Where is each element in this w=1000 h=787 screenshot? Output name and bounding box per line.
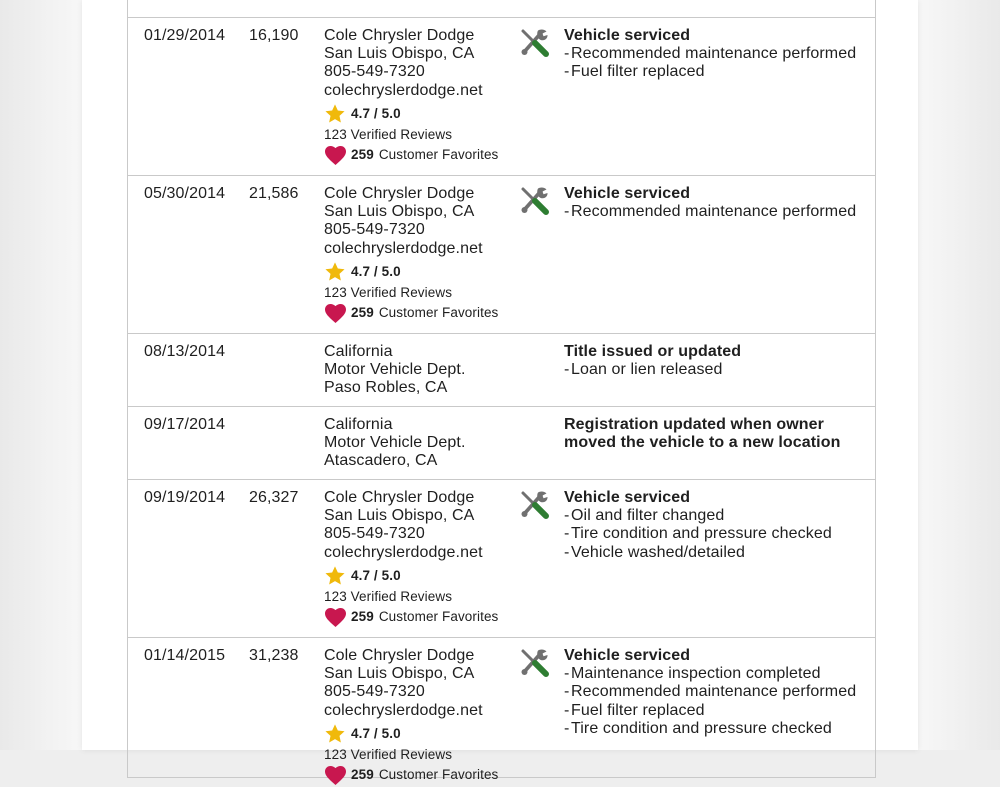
source-line: Motor Vehicle Dept.	[324, 434, 466, 452]
dealer-website-link[interactable]: colechryslerdodge.net	[324, 701, 483, 719]
verified-reviews-link[interactable]: 123 Verified Reviews	[324, 284, 453, 300]
comment-title: Vehicle serviced	[564, 185, 691, 202]
comment-item	[564, 683, 864, 701]
source-line: San Luis Obispo, CA	[324, 665, 475, 683]
heart-icon	[454, 0, 477, 5]
comment-item	[564, 665, 864, 683]
record-source	[324, 185, 514, 325]
table-row	[128, 18, 875, 176]
record-mileage: 16,190	[249, 27, 299, 44]
record-mileage: 26,327	[249, 489, 299, 506]
record-date: 08/13/2014	[144, 343, 226, 360]
bullet-dash: -	[564, 543, 570, 561]
table-row	[128, 480, 875, 638]
backdrop-left	[0, 0, 82, 750]
bullet-dash: -	[564, 701, 570, 719]
table-row	[128, 638, 875, 783]
history-report-page[interactable]	[82, 0, 918, 783]
record-date: 01/14/2015	[144, 647, 226, 664]
source-line: California	[324, 343, 393, 360]
record-date: 09/19/2014	[144, 489, 226, 506]
comment-text: Recommended maintenance performed	[571, 45, 857, 63]
comment-item	[564, 720, 864, 738]
comment-item	[564, 544, 864, 562]
bullet-dash: -	[564, 63, 570, 81]
dealer-phone[interactable]: 805-549-7320	[324, 63, 425, 81]
record-date: 01/29/2014	[144, 27, 226, 44]
favorites-label: Customer Favorites	[378, 147, 499, 163]
heart-icon	[324, 607, 347, 628]
comment-text: Oil and filter changed	[571, 507, 725, 525]
bullet-dash: -	[564, 361, 570, 379]
verified-reviews-link[interactable]: 123 Verified Reviews	[324, 746, 453, 762]
record-comments	[564, 27, 864, 82]
source-line: Cole Chrysler Dodge	[324, 489, 475, 506]
table-row	[128, 334, 875, 407]
heart-icon	[324, 303, 347, 324]
heart-icon	[324, 765, 347, 786]
record-mileage: 21,586	[249, 185, 299, 202]
dealer-rating[interactable]	[324, 723, 514, 745]
favorites-label: Customer Favorites	[378, 305, 499, 321]
record-mileage: 31,238	[249, 647, 299, 664]
record-source	[324, 647, 514, 787]
table-row-previous	[128, 0, 875, 18]
customer-favorites[interactable]	[324, 302, 514, 325]
source-line: Cole Chrysler Dodge	[324, 647, 475, 664]
source-line: San Luis Obispo, CA	[324, 507, 475, 525]
record-comments	[564, 647, 864, 738]
favorites-label: Customer Favorites	[378, 609, 499, 625]
dealer-rating[interactable]	[324, 103, 514, 125]
service-tools-icon	[520, 490, 550, 520]
customer-favorites[interactable]	[324, 144, 514, 167]
record-comments	[564, 343, 864, 379]
record-comments	[564, 416, 864, 452]
favorites-label: Customer Favorites	[378, 767, 499, 783]
record-date: 09/17/2014	[144, 416, 226, 433]
verified-reviews-link[interactable]: 123 Verified Reviews	[324, 588, 453, 604]
record-source	[324, 343, 514, 398]
rating-score: 4.7 / 5.0	[351, 725, 401, 741]
dealer-rating[interactable]	[324, 565, 514, 587]
favorites-count: 259	[351, 767, 374, 783]
comment-title: Vehicle serviced	[564, 489, 691, 506]
comment-title: Vehicle serviced	[564, 27, 691, 44]
customer-favorites[interactable]	[324, 606, 514, 629]
table-row	[128, 407, 875, 480]
backdrop-right	[918, 0, 1000, 750]
table-row	[128, 176, 875, 334]
comment-item	[564, 507, 864, 525]
heart-icon	[324, 145, 347, 166]
dealer-website-link[interactable]: colechryslerdodge.net	[324, 543, 483, 561]
source-line: San Luis Obispo, CA	[324, 45, 475, 63]
dealer-website-link[interactable]: colechryslerdodge.net	[324, 239, 483, 257]
comment-text: Recommended maintenance performed	[571, 203, 857, 221]
bullet-dash: -	[564, 507, 570, 525]
comment-text: Tire condition and pressure checked	[571, 719, 832, 737]
comment-text: Loan or lien released	[571, 361, 723, 379]
source-line: Paso Robles, CA	[324, 379, 448, 397]
record-comments	[564, 185, 864, 221]
bullet-dash: -	[564, 719, 570, 737]
comment-text: Vehicle washed/detailed	[571, 543, 745, 561]
service-tools-icon	[520, 28, 550, 58]
verified-reviews-link[interactable]: 123 Verified Reviews	[324, 126, 453, 142]
record-comments	[564, 489, 864, 562]
star-icon	[324, 261, 346, 283]
source-line: Cole Chrysler Dodge	[324, 185, 475, 202]
rating-score: 4.7 / 5.0	[351, 567, 401, 583]
comment-item	[564, 525, 864, 543]
source-line: Motor Vehicle Dept.	[324, 361, 466, 379]
vehicle-history-table	[127, 0, 876, 783]
comment-item	[564, 702, 864, 720]
comment-item	[564, 63, 864, 81]
rating-score: 4.7 / 5.0	[351, 105, 401, 121]
comment-text: Recommended maintenance performed	[571, 683, 857, 701]
service-tools-icon	[520, 186, 550, 216]
star-icon	[324, 103, 346, 125]
comment-title: Title issued or updated	[564, 343, 742, 360]
comment-text: Tire condition and pressure checked	[571, 525, 832, 543]
comment-text: Maintenance inspection completed	[571, 665, 821, 683]
record-source	[324, 416, 514, 471]
comment-item	[564, 361, 864, 379]
favorites-count: 259	[351, 305, 374, 321]
comment-item	[564, 45, 864, 63]
bullet-dash: -	[564, 683, 570, 701]
star-icon	[324, 565, 346, 587]
record-source	[324, 27, 514, 167]
dealer-phone[interactable]: 805-549-7320	[324, 525, 425, 543]
comment-item	[564, 203, 864, 221]
dealer-phone[interactable]: 805-549-7320	[324, 683, 425, 701]
favorites-count: 259	[351, 147, 374, 163]
dealer-phone[interactable]: 805-549-7320	[324, 221, 425, 239]
dealer-rating[interactable]	[324, 261, 514, 283]
source-line: Cole Chrysler Dodge	[324, 27, 475, 44]
bullet-dash: -	[564, 45, 570, 63]
record-date: 05/30/2014	[144, 185, 226, 202]
bullet-dash: -	[564, 203, 570, 221]
source-line: San Luis Obispo, CA	[324, 203, 475, 221]
source-line: California	[324, 416, 393, 433]
customer-favorites[interactable]	[324, 764, 514, 787]
bullet-dash: -	[564, 525, 570, 543]
dealer-website-link[interactable]: colechryslerdodge.net	[324, 81, 483, 99]
favorites-count: 259	[351, 609, 374, 625]
source-line: Atascadero, CA	[324, 452, 438, 470]
comment-title: Registration updated when owner moved the vehicle to a new location	[564, 416, 841, 452]
rating-score: 4.7 / 5.0	[351, 263, 401, 279]
star-icon	[324, 723, 346, 745]
record-source	[324, 489, 514, 629]
comment-text: Fuel filter replaced	[571, 63, 705, 81]
bullet-dash: -	[564, 665, 570, 683]
comment-text: Fuel filter replaced	[571, 701, 705, 719]
service-tools-icon	[520, 648, 550, 678]
comment-title: Vehicle serviced	[564, 647, 691, 664]
